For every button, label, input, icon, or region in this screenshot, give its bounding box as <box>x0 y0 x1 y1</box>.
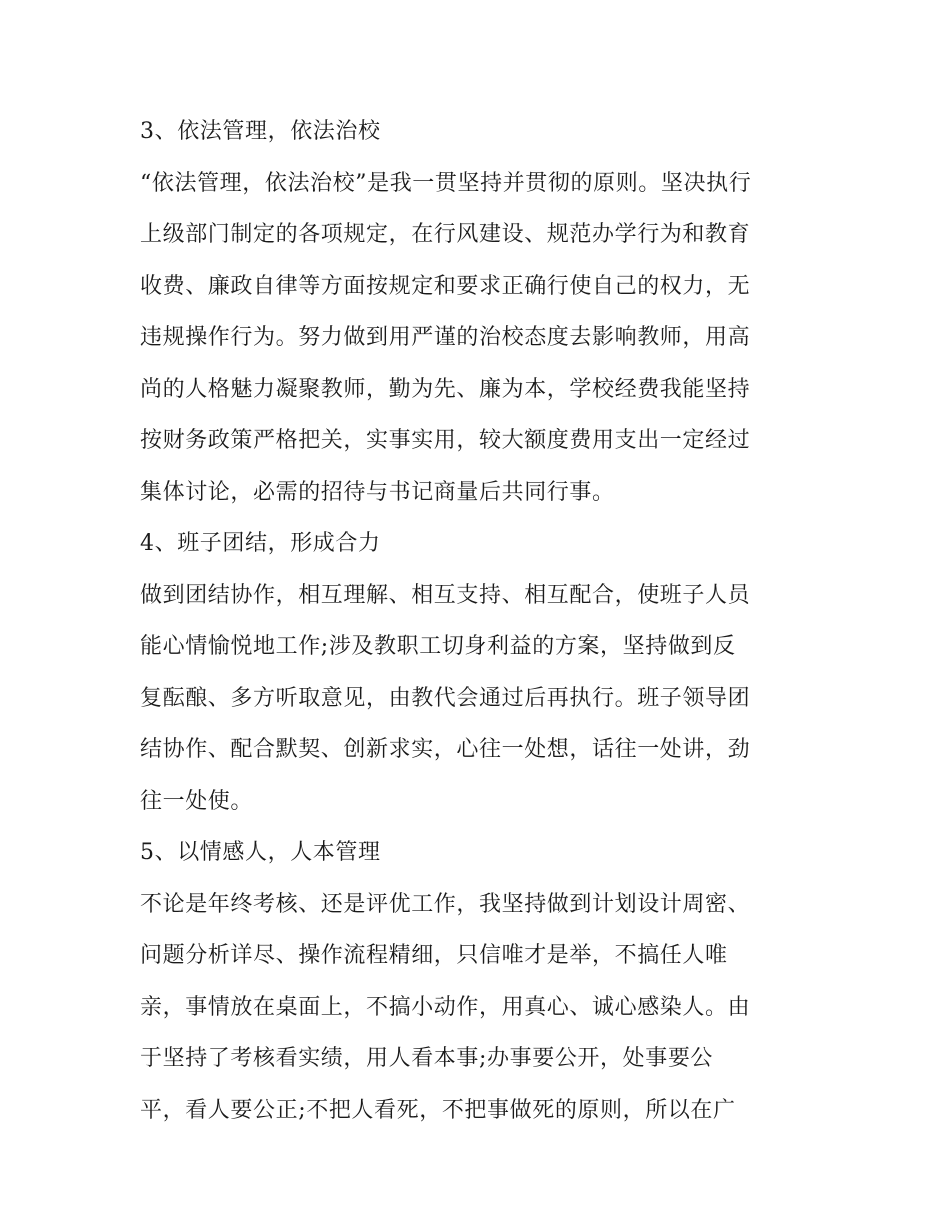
section-heading-4: 4、班子团结，形成合力 <box>140 531 381 556</box>
paragraph-line: 能心情愉悦地工作;涉及教职工切身利益的方案，坚持做到反 <box>140 634 736 659</box>
paragraph-line: 亲，事情放在桌面上，不搞小动作，用真心、诚心感染人。由 <box>140 994 751 1020</box>
paragraph-line: 复酝酿、多方听取意见，由教代会通过后再执行。班子领导团 <box>140 685 751 711</box>
paragraph-line: 集体讨论，必需的招待与书记商量后共同行事。 <box>140 479 615 505</box>
document-body <box>140 106 820 1136</box>
paragraph-line: 平，看人要公正;不把人看死，不把事做死的原则，所以在广 <box>140 1097 736 1123</box>
paragraph-line: “依法管理，依法治校”是我一贯坚持并贯彻的原则。坚决执行 <box>140 170 752 196</box>
paragraph-line: 尚的人格魅力凝聚教师，勤为先、廉为本，学校经费我能坚持 <box>140 376 751 402</box>
paragraph-line: 往一处使。 <box>140 788 254 814</box>
paragraph-line: 不论是年终考核、还是评优工作，我坚持做到计划设计周密、 <box>140 891 751 917</box>
paragraph-line: 问题分析详尽、操作流程精细，只信唯才是举，不搞任人唯 <box>140 943 728 968</box>
paragraph-line: 上级部门制定的各项规定，在行风建设、规范办学行为和教育 <box>140 222 751 247</box>
paragraph-line: 结协作、配合默契、创新求实，心往一处想，话往一处讲，劲 <box>140 737 751 762</box>
paragraph-line: 收费、廉政自律等方面按规定和要求正确行使自己的权力，无 <box>140 273 751 299</box>
section-heading-5: 5、以情感人，人本管理 <box>140 840 381 865</box>
paragraph-line: 做到团结协作，相互理解、相互支持、相互配合，使班子人员 <box>140 582 751 608</box>
section-heading-3: 3、依法管理，依法治校 <box>140 119 381 144</box>
paragraph-line: 于坚持了考核看实绩，用人看本事;办事要公开，处事要公 <box>140 1046 714 1071</box>
paragraph-line: 违规操作行为。努力做到用严谨的治校态度去影响教师，用高 <box>140 325 751 350</box>
paragraph-line: 按财务政策严格把关，实事实用，较大额度费用支出一定经过 <box>140 428 751 453</box>
